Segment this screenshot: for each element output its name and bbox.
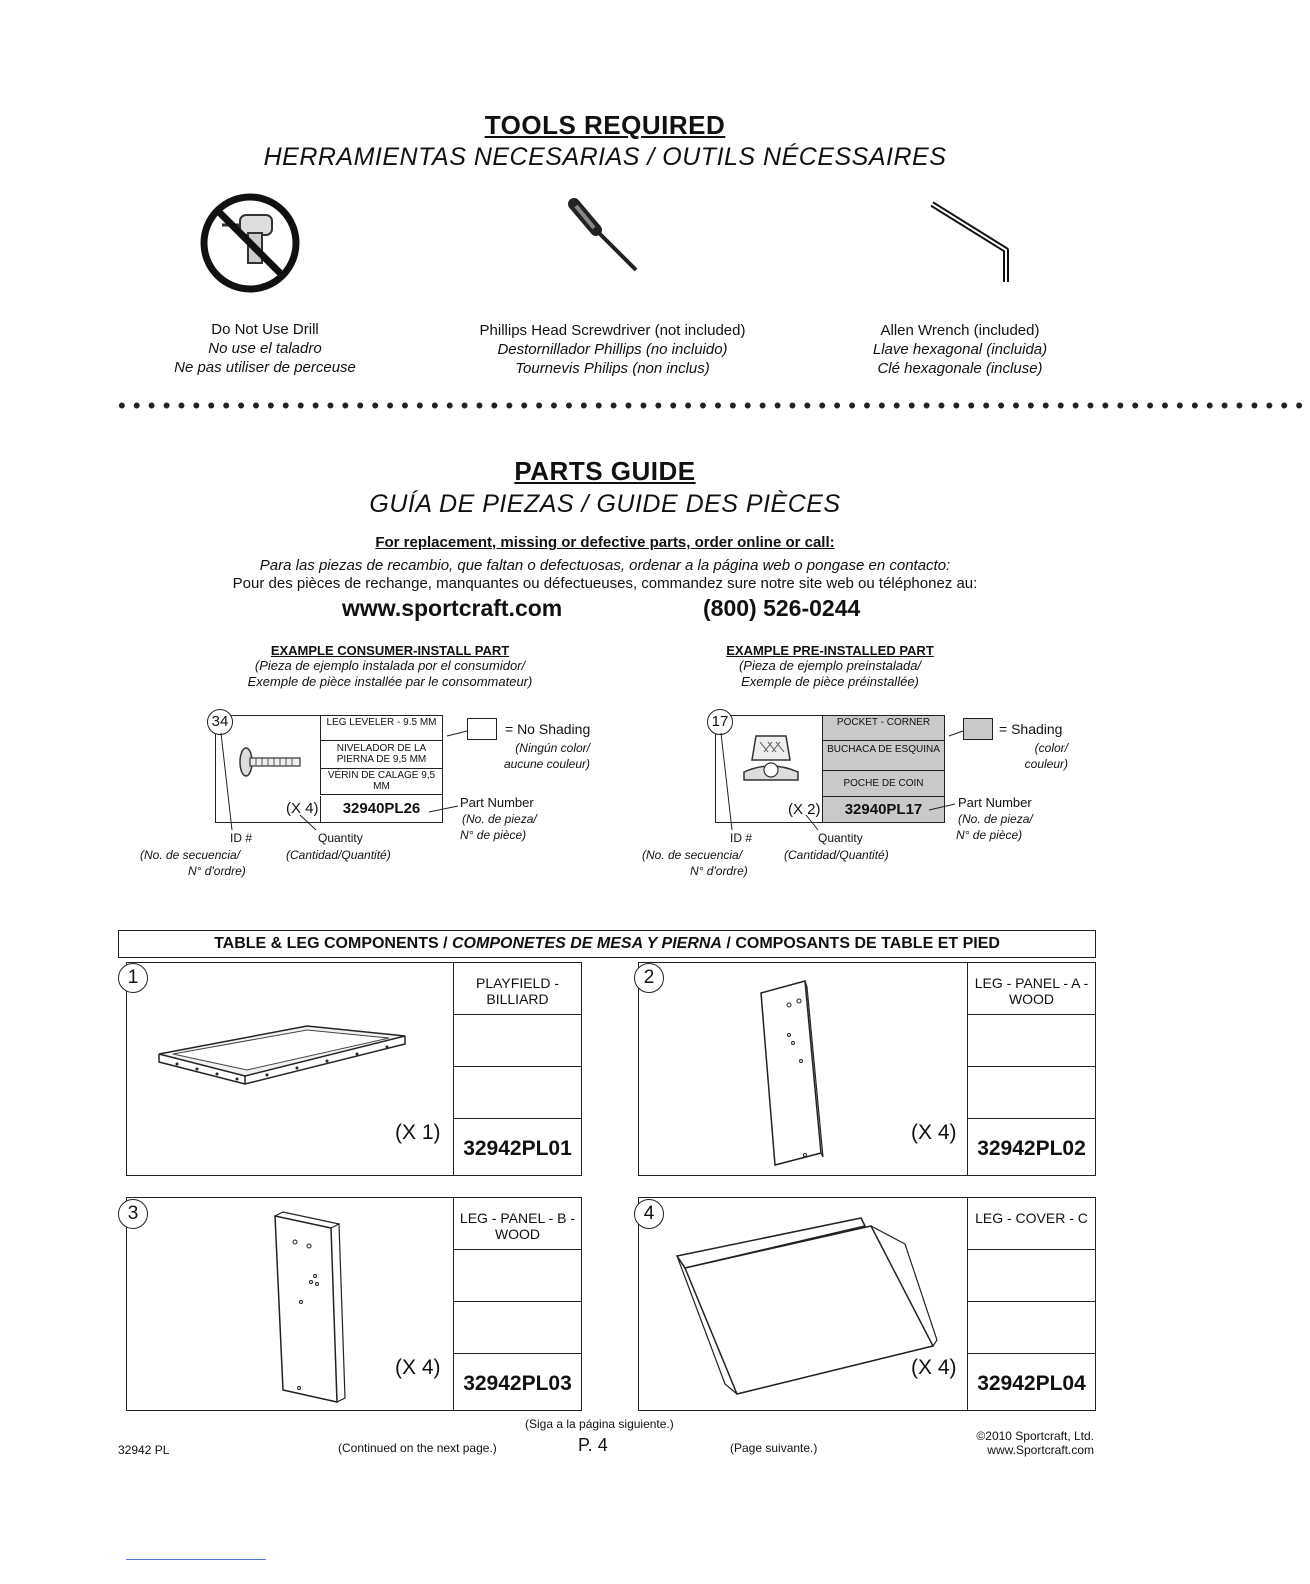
- part-name-fr-4: [968, 1302, 1095, 1354]
- continued-es: (Siga a la página siguiente.): [525, 1417, 674, 1431]
- part-name-es-1: [454, 1015, 581, 1067]
- shading-label: = Shading: [999, 721, 1063, 737]
- part-card-1: [126, 962, 582, 1176]
- example-consumer-id: 34: [207, 709, 233, 735]
- part-name-3: LEG - PANEL - B - WOOD: [454, 1198, 581, 1250]
- example-name-fr: VÉRIN DE CALAGE 9,5 MM: [320, 769, 442, 795]
- example-name-en: LEG LEVELER - 9.5 MM: [320, 716, 442, 741]
- shading-fr: couleur): [1024, 757, 1068, 771]
- shading-es: (color/: [1034, 741, 1068, 755]
- example2-qty: (X 2): [788, 801, 821, 818]
- no-shading-label: = No Shading: [505, 721, 591, 737]
- leg-panel-a-icon: [757, 977, 837, 1167]
- example2-id-fr: N° d'ordre): [690, 864, 748, 878]
- example-id-fr: N° d'ordre): [188, 864, 246, 878]
- copyright: ©2010 Sportcraft, Ltd.: [976, 1429, 1094, 1443]
- tool-drill-caption: Do Not Use Drill No use el taladro Ne pas utiliser de perceuse: [174, 321, 356, 376]
- part-name-es-2: [968, 1015, 1095, 1067]
- continued-fr: (Page suivante.): [730, 1441, 818, 1455]
- example2-name-fr: POCHE DE COIN: [822, 771, 944, 797]
- tools-subtitle: HERRAMIENTAS NECESARIAS / OUTILS NÉCESSAIRES: [263, 143, 947, 171]
- example2-id-es: (No. de secuencia/: [642, 848, 743, 862]
- part-name-4: LEG - COVER - C: [968, 1198, 1095, 1250]
- example2-pn-fr: N° de pièce): [956, 828, 1023, 842]
- part-card-2: [638, 962, 1096, 1176]
- dotted-divider: ••••••••••••••••••••••••••••••••••••••••••••••••••••••••••••••••••••••••••••••••: [118, 393, 1310, 418]
- no-shading-fr: aucune couleur): [503, 757, 590, 771]
- example-qty: (X 4): [286, 800, 319, 817]
- part-name-fr-3: [454, 1302, 581, 1354]
- doc-code: 32942 PL: [118, 1443, 170, 1457]
- part-qty-2: (X 4): [911, 1121, 957, 1144]
- part-name-es-3: [454, 1250, 581, 1302]
- contact-es: Para las piezas de recambio, que faltan o defectuosas, ordenar a la página web o pongase en contacto:: [259, 557, 951, 574]
- part-info-1: [453, 963, 581, 1175]
- example2-qty-label: Quantity: [818, 831, 863, 845]
- part-id-1: 1: [118, 963, 148, 993]
- example2-id-label: ID #: [730, 831, 753, 845]
- part-id-4: 4: [634, 1199, 664, 1229]
- footer-site-link[interactable]: www.Sportcraft.com: [987, 1443, 1094, 1457]
- tools-title: TOOLS REQUIRED: [484, 110, 726, 140]
- example-id-es: (No. de secuencia/: [140, 848, 241, 862]
- parts-guide-title: PARTS GUIDE: [514, 456, 696, 486]
- example2-part-number: 32940PL17: [822, 797, 944, 822]
- example-preinstalled-heading: EXAMPLE PRE-INSTALLED PART (Pieza de ejemplo preinstalada/ Exemple de pièce préinstallée): [726, 643, 934, 689]
- part-qty-1: (X 1): [395, 1121, 441, 1144]
- shading-swatch: [963, 718, 993, 740]
- parts-guide-subtitle: GUÍA DE PIEZAS / GUIDE DES PIÈCES: [369, 490, 841, 518]
- part-name-fr-1: [454, 1067, 581, 1119]
- part-info-3: [453, 1198, 581, 1410]
- example2-qty-sub: (Cantidad/Quantité): [784, 848, 889, 862]
- part-number-2: 32942PL02: [977, 1137, 1086, 1160]
- part-name-1: PLAYFIELD - BILLIARD: [454, 963, 581, 1015]
- continued-en: (Continued on the next page.): [338, 1441, 497, 1455]
- tool-wrench-caption: Allen Wrench (included) Llave hexagonal (incluida) Clé hexagonale (incluse): [872, 322, 1048, 377]
- part-id-2: 2: [634, 963, 664, 993]
- example-qty-label: Quantity: [318, 831, 363, 845]
- example-part-number: 32940PL26: [320, 796, 442, 822]
- part-qty-3: (X 4): [395, 1356, 441, 1379]
- playfield-billiard-icon: [157, 1018, 417, 1088]
- part-info-4: [967, 1198, 1095, 1410]
- contact-fr: Pour des pièces de rechange, manquantes ou défectueuses, commandez sure notre site web ou téléphonez au:: [232, 575, 978, 592]
- part-card-3: [126, 1197, 582, 1411]
- page-number: P. 4: [578, 1435, 608, 1455]
- part-qty-4: (X 4): [911, 1356, 957, 1379]
- leg-panel-b-icon: [269, 1212, 359, 1408]
- part-name-es-4: [968, 1250, 1095, 1302]
- example-qty-sub: (Cantidad/Quantité): [286, 848, 391, 862]
- part-id-3: 3: [118, 1199, 148, 1229]
- example-preinstalled-id: 17: [707, 709, 733, 735]
- example2-name-en: POCKET - CORNER: [822, 716, 944, 741]
- section-title: TABLE & LEG COMPONENTS / COMPONETES DE MESA Y PIERNA / COMPOSANTS DE TABLE ET PIED: [118, 930, 1096, 958]
- example-pn-es: (No. de pieza/: [462, 812, 537, 826]
- website-link[interactable]: www.sportcraft.com: [342, 595, 563, 621]
- example-pn-label: Part Number: [460, 795, 534, 810]
- part-card-4: [638, 1197, 1096, 1411]
- part-number-3: 32942PL03: [463, 1372, 572, 1395]
- part-number-4: 32942PL04: [977, 1372, 1086, 1395]
- bottom-rule: [126, 1559, 266, 1560]
- example2-pn-label: Part Number: [958, 795, 1032, 810]
- leg-cover-c-icon: [675, 1214, 945, 1394]
- part-name-2: LEG - PANEL - A - WOOD: [968, 963, 1095, 1015]
- contact-en: For replacement, missing or defective parts, order online or call:: [375, 534, 835, 551]
- part-number-1: 32942PL01: [463, 1137, 572, 1160]
- example2-name-es: BUCHACA DE ESQUINA: [822, 741, 944, 771]
- example-name-es: NIVELADOR DE LA PIERNA DE 9,5 MM: [320, 741, 442, 769]
- tool-screwdriver-caption: Phillips Head Screwdriver (not included) Destornillador Phillips (no incluido) Tournevis Philips (non inclus): [479, 322, 746, 377]
- part-info-2: [967, 963, 1095, 1175]
- part-name-fr-2: [968, 1067, 1095, 1119]
- example-consumer-heading: EXAMPLE CONSUMER-INSTALL PART (Pieza de ejemplo instalada por el consumidor/ Exemple de pièce installée par le consommateur): [247, 643, 533, 689]
- example2-pn-es: (No. de pieza/: [958, 812, 1033, 826]
- example-pn-fr: N° de pièce): [460, 828, 527, 842]
- phone-number: (800) 526-0244: [703, 595, 861, 621]
- no-shading-es: (Ningún color/: [515, 741, 590, 755]
- example-id-label: ID #: [230, 831, 253, 845]
